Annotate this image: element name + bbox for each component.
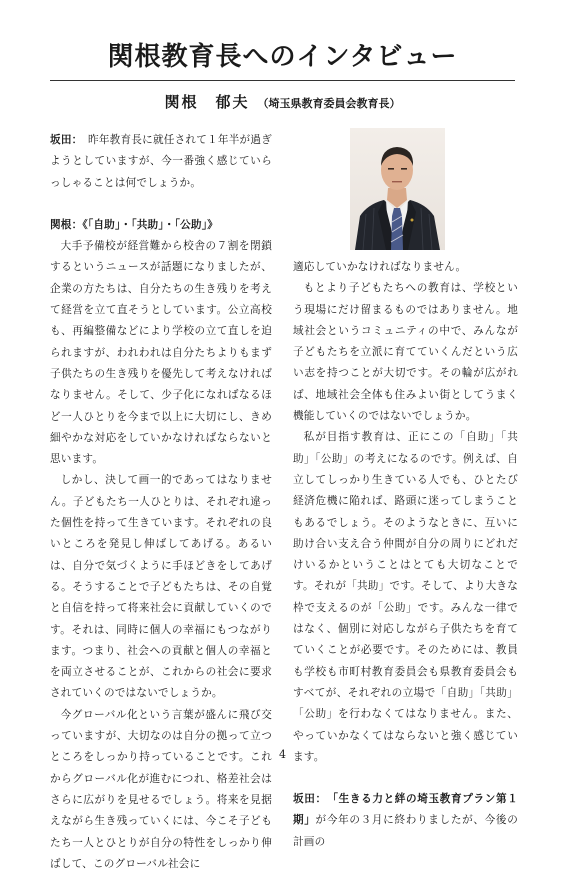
answer-1-paragraph-3-continued: 適応していかなければなりません。 (293, 261, 467, 273)
answer-1-paragraph-3: 今グローバル化という言葉が盛んに飛び交っていますが、大切なのは自分の拠って立つところをしっかり持っていることです。これからグローバル化が進むにつれ、格差社会はさらに広がりを見せるでしょう。将来を見据えながら生き残っていくには、今こそ子どもたち一人とひとりが自分の特性をしっかり伸ばして、このグローバル社会に (50, 708, 272, 870)
right-column (293, 257, 518, 853)
byline (0, 92, 565, 114)
speaker-sakata: 坂田： (293, 793, 322, 806)
question-1-text: 昨年教育長に就任されて１年半が過ぎようとしていますが、今一番強く感じていらっしゃることは何でしょうか。 (50, 134, 272, 189)
question-2-heading: 「生きる力と絆の埼玉教育プラン第１期」 (293, 793, 518, 827)
left-column (50, 130, 272, 875)
answer-1-paragraph-5: 私が目指す教育は、正にこの「自助」「共助」「公助」の考えになるのです。例えば、自立してしっかり生きている人でも、ひとたび経済危機に陥れば、路頭に迷ってしまうこともあるでしょう。そのようなときに、互いに助け合い支え合う仲間が自分の周りにどれだけいるかということはとても大切なことです。それが「共助」です。そして、より大きな枠で支えるのが「公助」です。みんな一律ではなく、個別に対応しながら子供たちを育てていくことが必要です。そのためには、教員も学校も市町村教育委員会も県教育委員会もすべてが、それぞれの立場で「自助」「共助」「公助」を行わなくてはなりません。また、やっていかなくてはならないと強く感じています。 (293, 431, 518, 763)
spacer (293, 768, 518, 789)
speaker-sakata: 坂田： (50, 134, 78, 146)
question-1 (50, 130, 272, 194)
question-2-text: が今年の３月に終わりましたが、今後の計画の (293, 814, 518, 848)
answer-1-paragraph-2: しかし、決して画一的であってはなりません。子どもたち一人ひとりは、それぞれ違った個性を持って生きています。それぞれの良いところを発見し伸ばしてあげる。あるいは、自分で気づくように手ほどきをしてあげる。そうすることで子どもたちは、その自覚と自信を持って将来社会に貢献していくのです。それは、同時に個人の幸福にもつながります。つまり、社会への貢献と個人の幸福とを両立させることが、これからの社会に要求されていくのではないでしょうか。 (50, 474, 272, 700)
speaker-sekine: 関根： (50, 218, 83, 231)
answer-1-paragraph-4: もとより子どもたちへの教育は、学校という現場にだけ留まるものではありません。地域社会というコミュニティの中で、みんなが子どもたちを立派に育てていくんだという広い志を持つことが大切です。その輪が広がれば、地域社会全体も住みよい街としてうまく機能していくのではないでしょうか。 (293, 282, 518, 423)
interviewee-name: 関根 郁夫 (164, 93, 250, 111)
title-rule (50, 80, 515, 81)
question-2 (293, 789, 518, 853)
answer-1-heading: 《「自助」・「共助」・「公助」》 (82, 218, 218, 231)
portrait-illustration (350, 128, 445, 250)
page-title: 関根教育長へのインタビュー (107, 42, 458, 72)
page-number: 4 (279, 748, 286, 761)
interviewee-role: （埼玉県教育委員会教育長） (257, 97, 401, 110)
answer-1-heading-line (50, 215, 272, 236)
portrait-photo (350, 128, 445, 250)
answer-1-paragraph-1: 大手予備校が経営難から校舎の７割を閉鎖するというニュースが話題になりましたが、企業の方たちは、自分たちの生き残りを考えて経営を立て直そうとしています。公立高校も、再編整備などにより学校の立て直しを迫られますが、われわれは自分たちよりもまず子供たちの生き残りを優先して考えなければなりません。そして、少子化になればなるほど一人ひとりを今まで以上に大切にし、きめ細やかな対応をしていかなければならないと思います。 (50, 240, 272, 466)
spacer (50, 194, 272, 215)
